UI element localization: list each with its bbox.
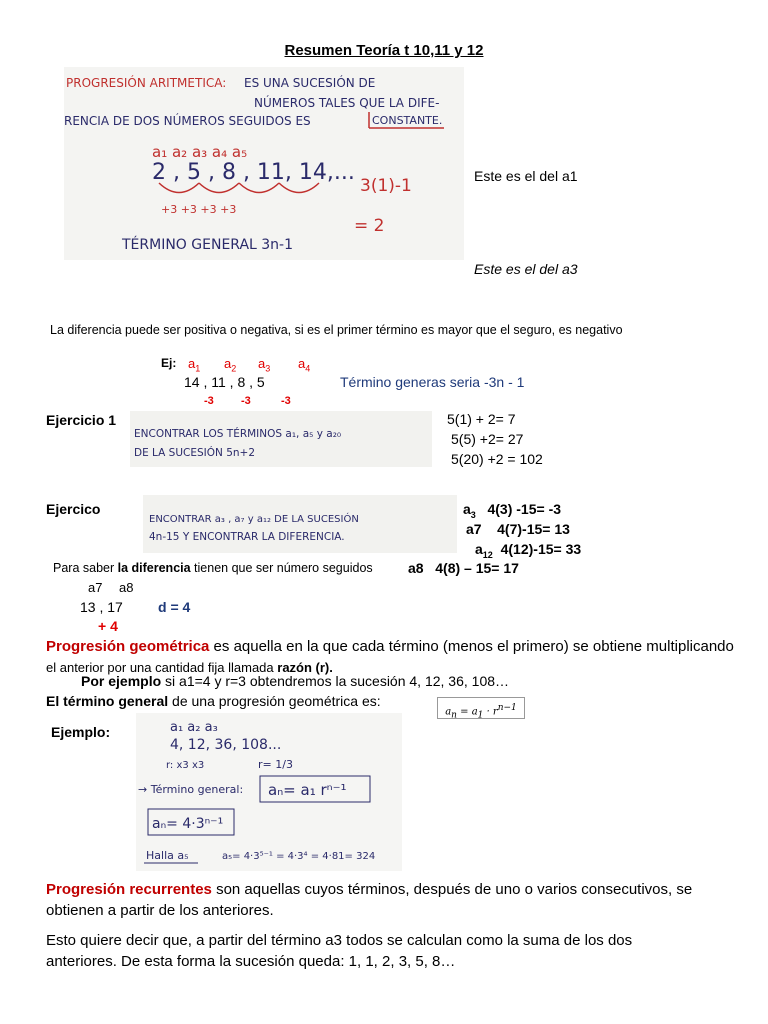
ejercicio2-label: Ejercico	[46, 501, 101, 517]
recurrentes-paragraph: Progresión recurrentes son aquellas cuyos términos, después de uno o varios consecutivos, se obtienen a partir de los anteriores.	[46, 881, 693, 919]
ej-label: Ej:	[161, 356, 177, 370]
svg-text:aₙ= a₁ rⁿ⁻¹: aₙ= a₁ rⁿ⁻¹	[268, 781, 347, 799]
saber-a7: a7	[88, 580, 103, 595]
ej-diff-2: -3	[241, 395, 251, 407]
svg-text:→ Término general:: → Término general:	[138, 783, 244, 796]
general-term-formula: $a_n = a_1 \cdot r^{n-1}$	[437, 697, 525, 719]
geometrica-ejemplo: Por ejemplo si a1=4 y r=3 obtendremos la sucesión 4, 12, 36, 108…	[81, 673, 510, 689]
saber-d: d = 4	[158, 599, 191, 615]
svg-text:r: x3 x3: r: x3 x3	[166, 760, 205, 771]
ejercicio1-board-image	[130, 411, 432, 467]
saber-note: Para saber la diferencia tienen que ser número seguidos	[53, 561, 373, 575]
difference-note: La diferencia puede ser positiva o negativa, si es el primer término es mayor que el seguro, es negativo	[50, 323, 623, 337]
svg-text:RENCIA DE DOS NÚMEROS SEGUIDOS: RENCIA DE DOS NÚMEROS SEGUIDOS ES	[64, 114, 311, 128]
ejercicio2-answer-a12: $a_{12}$ 4(12)-15= 33	[475, 541, 582, 560]
geometrica-general: El término general de una progresión geométrica es:	[46, 693, 381, 709]
svg-text:PROGRESIÓN ARITMETICA:: PROGRESIÓN ARITMETICA:	[66, 76, 227, 90]
ejercicio1-answer-1: 5(1) + 2= 7	[447, 411, 516, 427]
geometrica-paragraph: Progresión geométrica es aquella en la que cada término (menos el primero) se obtiene multiplicando el anterior por una cantidad fija llamada razón (r).	[46, 638, 734, 675]
svg-text:2 , 5 , 8 , 11, 14,...: 2 , 5 , 8 , 11, 14,...	[152, 160, 355, 185]
svg-text:a₁ a₂ a₃ a₄ a₅: a₁ a₂ a₃ a₄ a₅	[152, 143, 248, 161]
ej-a4-label: $a_4$	[298, 356, 311, 374]
svg-text:4n-15 Y ENCONTRAR LA DIFERENC: 4n-15 Y ENCONTRAR LA DIFERENCIA.	[149, 531, 345, 543]
svg-text:+3 +3 +3 +3: +3 +3 +3 +3	[161, 203, 237, 216]
note-a3: Este es el del a3	[474, 261, 578, 277]
saber-plus: + 4	[98, 618, 118, 634]
saber-a8: a8	[119, 580, 134, 595]
ejercicio2-answer-a8: a8 4(8) – 15= 17	[408, 560, 519, 576]
recurrentes-heading: Progresión recurrentes	[46, 881, 212, 898]
geometric-board-image	[136, 713, 402, 871]
ej-term-text: Término generas seria -3n - 1	[340, 374, 525, 390]
svg-text:ENCONTRAR LOS TÉRMINOS a₁, a₅: ENCONTRAR LOS TÉRMINOS a₁, a₅ y a₂₀	[134, 428, 342, 440]
svg-text:a₁ a₂ a₃: a₁ a₂ a₃	[170, 720, 218, 735]
ejercicio2-answer-a3: $a_3$ 4(3) -15= -3	[463, 501, 562, 520]
geometrica-heading: Progresión geométrica	[46, 638, 210, 655]
svg-text:TÉRMINO GENERAL 3n-1: TÉRMINO GENERAL 3n-1	[122, 237, 294, 253]
ej-a3-label: $a_3$	[258, 356, 271, 374]
svg-text:r= 1/3: r= 1/3	[258, 758, 293, 771]
saber-values: 13 , 17	[80, 599, 123, 615]
arithmetic-board-image	[64, 67, 464, 260]
ejercicio1-label: Ejercicio 1	[46, 412, 117, 428]
svg-text:DE LA SUCESIÓN 5n+2: DE LA SUCESIÓN 5n+2	[134, 447, 256, 459]
svg-text:Halla a₅: Halla a₅	[146, 849, 189, 862]
ej-diff-1: -3	[204, 395, 214, 407]
svg-text:ES UNA SUCESIÓN DE: ES UNA SUCESIÓN DE	[244, 76, 376, 90]
ejemplo-label: Ejemplo:	[51, 724, 111, 740]
page-title: Resumen Teoría t 10,11 y 12	[284, 42, 484, 59]
ej-diff-3: -3	[281, 395, 291, 407]
svg-text:ENCONTRAR a₃ , a₇ y a₁₂ D: ENCONTRAR a₃ , a₇ y a₁₂ DE LA SUCESIÓN	[149, 514, 359, 525]
ej-values: 14 , 11 , 8 , 5	[184, 374, 265, 390]
ejercicio2-answer-a7: a7 4(7)-15= 13	[466, 521, 570, 537]
ejercicio1-answer-2: 5(5) +2= 27	[451, 431, 524, 447]
recurrentes-explanation: Esto quiere decir que, a partir del término a3 todos se calculan como la suma de los dos anteriores. De esta forma la sucesión queda: 1, 1, 2, 3, 5, 8…	[46, 932, 633, 970]
svg-text:aₙ= 4·3ⁿ⁻¹: aₙ= 4·3ⁿ⁻¹	[152, 816, 224, 832]
ejercicio2-board-image	[143, 495, 457, 553]
svg-text:= 2: = 2	[354, 216, 385, 236]
note-a1: Este es el del a1	[474, 168, 578, 184]
svg-text:3(1)-1: 3(1)-1	[360, 176, 412, 196]
svg-text:a₅= 4·3⁵⁻¹ = 4·3⁴ = 4·81= 324: a₅= 4·3⁵⁻¹ = 4·3⁴ = 4·81= 324	[222, 851, 376, 862]
svg-text:4, 12, 36, 108...: 4, 12, 36, 108...	[170, 737, 282, 753]
svg-text:CONSTANTE.: CONSTANTE.	[372, 114, 443, 127]
ej-a1-label: $a_1$	[188, 356, 201, 374]
ej-a2-label: $a_2$	[224, 356, 237, 374]
svg-text:NÚMEROS TALES QUE LA DIFE-: NÚMEROS TALES QUE LA DIFE-	[254, 96, 440, 110]
ejercicio1-answer-3: 5(20) +2 = 102	[451, 451, 543, 467]
